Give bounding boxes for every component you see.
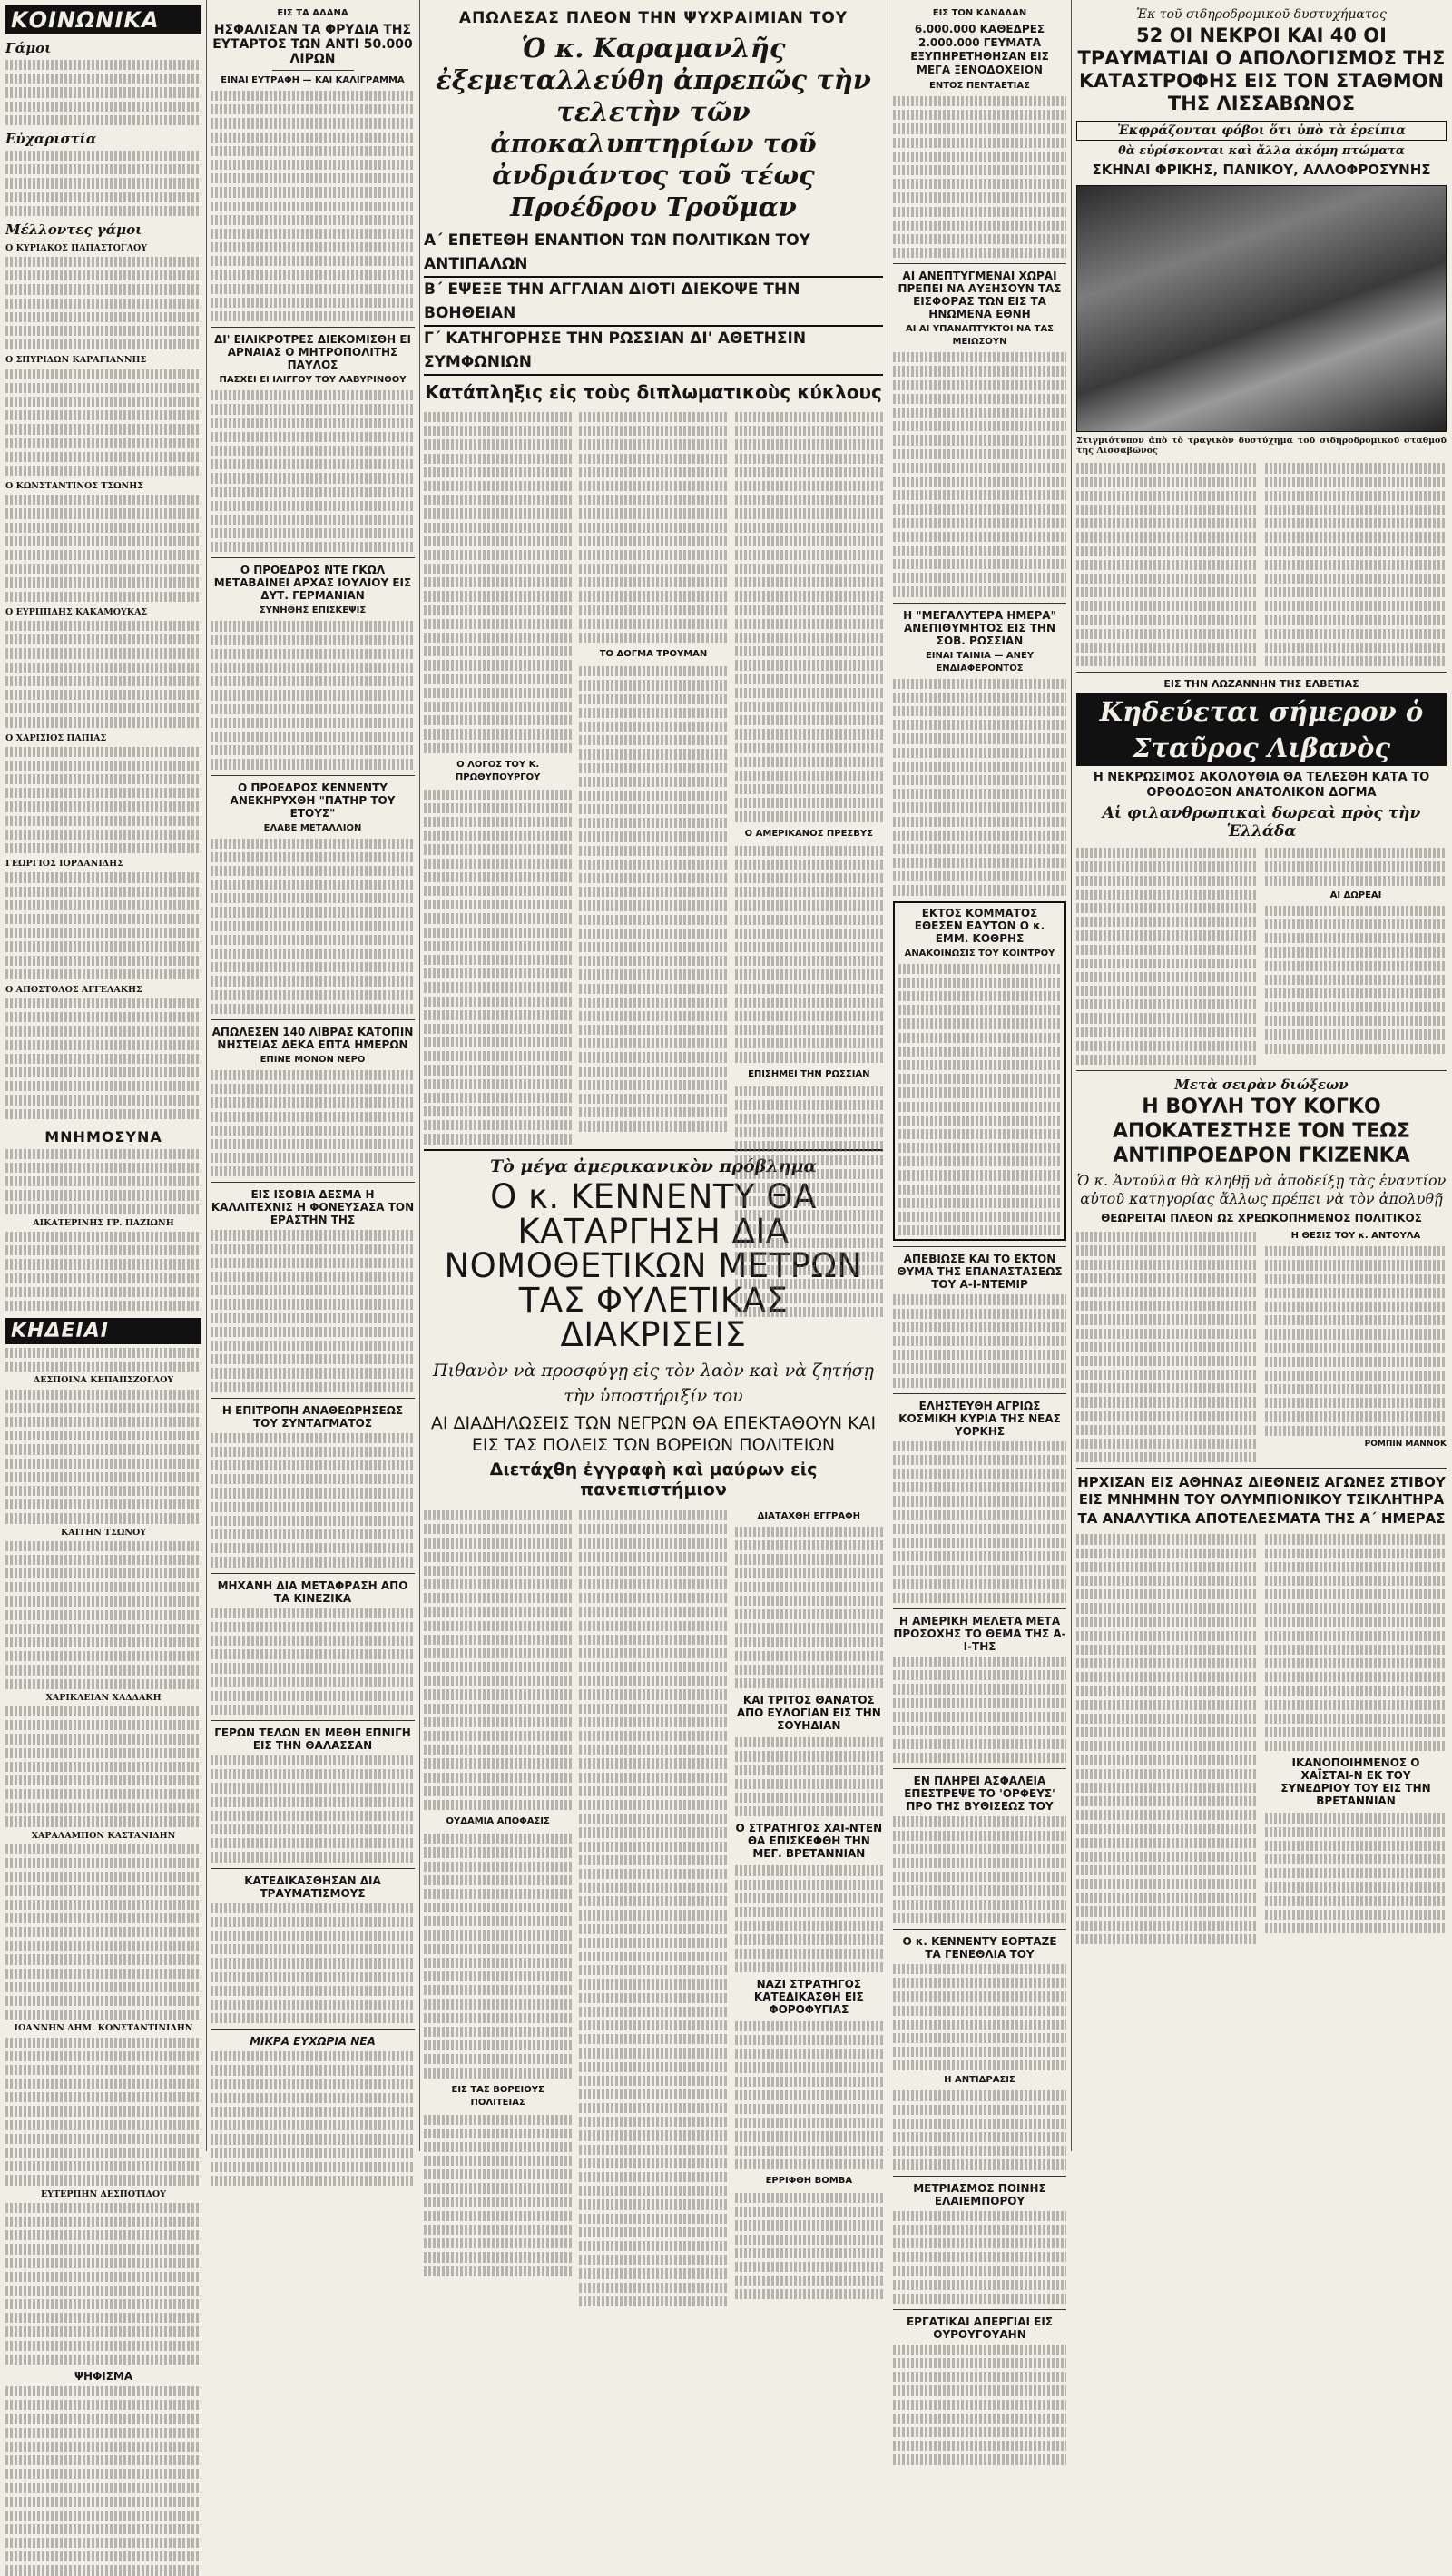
inner-heading: ΕΠΙΣΗΜΕΙ ΤΗΝ ΡΩΣΣΙΑΝ (748, 1068, 870, 1079)
headline: Η ΑΜΕΡΙΚΗ ΜΕΛΕΤΑ ΜΕΤΑ ΠΡΟΣΟΧΗΣ ΤΟ ΘΕΜΑ ΤΗΣ Α-Ι-ΤΗΣ (893, 1614, 1066, 1653)
text-block (5, 1232, 201, 1311)
text-block (424, 408, 572, 1144)
section-title: ΜΝΗΜΟΣΥΝΑ (44, 1127, 162, 1145)
text-block (1265, 1530, 1447, 1944)
text-block (893, 2211, 1066, 2304)
notice-name: Ο ΑΠΟΣΤΟΛΟΣ ΑΓΓΕΛΑΚΗΣ (5, 984, 142, 995)
inner-heading: Ο ΛΟΓΟΣ ΤΟΥ Κ. ΠΡΩΘΥΠΟΥΡΓΟΥ (455, 759, 541, 782)
headline: ΑΙ ΑΝΕΠΤΥΓΜΕΝΑΙ ΧΩΡΑΙ ΠΡΕΠΕΙ ΝΑ ΑΥΞΗΣΟΥΝ ΤΑΣ ΕΙΣΦΟΡΑΣ ΤΩΝ ΕΙΣ ΤΑ ΗΝΩΜΕΝΑ ΕΘΝΗ (898, 270, 1062, 321)
subheadline: ΑΙ ΔΙΑΔΗΛΩΣΕΙΣ ΤΩΝ ΝΕΓΡΩΝ ΘΑ ΕΠΕΚΤΑΘΟΥΝ ΚΑΙ ΕΙΣ ΤΑΣ ΠΟΛΕΙΣ ΤΩΝ ΒΟΡΕΙΩΝ ΠΟΛΙΤΕΙΩΝ (430, 1413, 877, 1455)
subheadline: Η ΝΕΚΡΩΣΙΜΟΣ ΑΚΟΛΟΥΘΙΑ ΘΑ ΤΕΛΕΣΘΗ ΚΑΤΑ ΤΟ ΟΡΘΟΔΟΞΟΝ ΑΝΑΤΟΛΙΚΟΝ ΔΟΓΜΑ (1093, 771, 1430, 801)
notice-name: Ο ΚΥΡΙΑΚΟΣ ΠΑΠΑΣΤΟΓΛΟΥ (5, 242, 148, 253)
section-title: Μέλλοντες γάμοι (5, 221, 142, 238)
kicker: Ἐκ τοῦ σιδηροδρομικοῦ δυστυχήματος (1136, 7, 1387, 22)
inner-heading: Η ΑΝΤΙΔΡΑΣΙΣ (944, 2075, 1015, 2086)
notice-name: ΔΕΣΠΟΙΝΑ ΚΕΠΑΠΣΖΟΓΛΟΥ (33, 1375, 174, 1386)
text-block (579, 408, 727, 1144)
text-block (1265, 844, 1447, 1065)
notice-name: Ο ΧΑΡΙΣΙΟΣ ΠΑΠΙΑΣ (5, 732, 107, 743)
text-block (5, 1706, 201, 1827)
text-block (1076, 844, 1258, 1065)
text-block (893, 96, 1066, 258)
notice-name: ΧΑΡΙΚΛΕΙΑΝ ΧΑΔΔΑΚΗ (45, 1692, 162, 1703)
headline: ΜΙΚΡΑ ΕΥΧΩΡΙΑ ΝΕΑ (250, 2035, 376, 2049)
signature: ΡΟΜΠΙΝ ΜΑΝΝΟΚ (1364, 1439, 1447, 1449)
subheadline: ΕΠΙΝΕ ΜΟΝΟΝ ΝΕΡΟ (260, 1054, 366, 1065)
column-rule (206, 0, 207, 2151)
inner-heading: Ο ΣΤΡΑΤΗΓΟΣ ΧΑΙ-ΝΤΕΝ ΘΑ ΕΠΙΣΚΕΦΘΗ ΤΗΝ ΜΕΓ. ΒΡΕΤΑΝΝΙΑΝ (735, 1822, 883, 1861)
point: Γ΄ ΚΑΤΗΓΟΡΗΣΕ ΤΗΝ ΡΩΣΣΙΑΝ ΔΙ' ΑΘΕΤΗΣΙΝ ΣΥΜΦΩΝΙΩΝ (424, 327, 883, 376)
kicker: Μετὰ σειρὰν διώξεων (1174, 1077, 1349, 1094)
text-block (424, 1507, 572, 2306)
subheadline: Ἐκφράζονται φόβοι ὅτι ὑπὸ τὰ ἐρείπια (1076, 121, 1447, 141)
kicker: ΑΠΩΛΕΣΑΣ ΠΛΕΟΝ ΤΗΝ ΨΥΧΡΑΙΜΙΑΝ ΤΟΥ (458, 9, 849, 27)
text-block (735, 408, 883, 1144)
column-lisbon-news (1076, 0, 1447, 2151)
headline: 6.000.000 ΚΑΘΕΔΡΕΣ 2.000.000 ΓΕΥΜΑΤΑ ΕΞΥΠΗΡΕΤΗΘΗΣΑΝ ΕΙΣ ΜΕΓΑ ΞΕΝΟΔΟΧΕΙΟΝ (910, 23, 1049, 76)
section-title: Εὐχαριστία (5, 130, 97, 147)
headline: Η ΒΟΥΛΗ ΤΟΥ ΚΟΓΚΟ ΑΠΟΚΑΤΕΣΤΗΣΕ ΤΟΝ ΤΕΩΣ ΑΝΤΙΠΡΟΕΔΡΟΝ ΓΚΙΖΕΝΚΑ (1113, 1096, 1410, 1168)
text-block (893, 1441, 1066, 1603)
inner-heading: ΟΥΔΑΜΙΑ ΑΠΟΦΑΣΙΣ (446, 1816, 550, 1827)
subheadline: ΕΝΤΟΣ ΠΕΝΤΑΕΤΙΑΣ (929, 81, 1030, 91)
text-block (893, 352, 1066, 596)
subheadline: θὰ εὑρίσκονται καὶ ἄλλα ἀκόμη πτώματα (1118, 144, 1405, 158)
notice-name: ΓΕΩΡΓΙΟΣ ΙΟΡΔΑΝΙΔΗΣ (5, 859, 123, 870)
notice-name: ΧΑΡΑΛΑΜΠΟΝ ΚΑΣΤΑΝΙΔΗΝ (31, 1830, 176, 1841)
text-block (211, 390, 415, 552)
column-main-story (424, 0, 883, 2186)
subheadline: ΑΙ ΑΙ ΥΠΑΝΑΠΤΥΚΤΟΙ ΝΑ ΤΑΣ ΜΕΙΩΣΟΥΝ (905, 324, 1055, 348)
text-block (893, 2345, 1066, 2465)
text-block (1076, 1530, 1258, 1944)
headline: ΕΡΓΑΤΙΚΑΙ ΑΠΕΡΓΙΑΙ ΕΙΣ ΟΥΡΟΥΓΟΥΑΗΝ (906, 2315, 1054, 2341)
point: Α΄ ΕΠΕΤΕΘΗ ΕΝΑΝΤΙΟΝ ΤΩΝ ΠΟΛΙΤΙΚΩΝ ΤΟΥ ΑΝΤΙΠΑΛΩΝ (424, 229, 883, 278)
headline: ΗΣΦΑΛΙΣΑΝ ΤΑ ΦΡΥΔΙΑ ΤΗΣ ΕΥΤΑΡΤΟΣ ΤΩΝ ΑΝΤΙ 50.000 ΛΙΡΩΝ (212, 23, 413, 66)
headline: ΗΡΧΙΣΑΝ ΕΙΣ ΑΘΗΝΑΣ ΔΙΕΘΝΕΙΣ ΑΓΩΝΕΣ ΣΤΙΒΟΥ ΕΙΣ ΜΝΗΜΗΝ ΤΟΥ ΟΛΥΜΠΙΟΝΙΚΟΥ ΤΣΙΚΛΗΤΗΡΑ (1077, 1474, 1446, 1509)
subheadline: ΣΚΗΝΑΙ ΦΡΙΚΗΣ, ΠΑΝΙΚΟΥ, ΑΛΛΟΦΡΟΣΥΝΗΣ (1092, 162, 1431, 178)
text-block (5, 1541, 201, 1689)
column-rule (419, 0, 420, 2151)
subheadline: ΕΙΝΑΙ ΤΑΙΝΙΑ — ΑΝΕΥ ΕΝΔΙΑΦΕΡΟΝΤΟΣ (925, 650, 1035, 673)
text-block (5, 1390, 201, 1524)
headline: ΜΕΤΡΙΑΣΜΟΣ ΠΟΙΝΗΣ ΕΛΑΙΕΜΠΟΡΟΥ (913, 2181, 1046, 2207)
text-block (211, 1755, 415, 1863)
column-world-news (893, 0, 1066, 2341)
text-block (5, 747, 201, 854)
text-block (211, 839, 415, 1014)
point: Β΄ ΕΨΕΞΕ ΤΗΝ ΑΓΓΛΙΑΝ ΔΙΟΤΙ ΔΙΕΚΟΨΕ ΤΗΝ ΒΟΗΘΕΙΑΝ (424, 278, 883, 327)
headline: Ο ΠΡΟΕΔΡΟΣ ΝΤΕ ΓΚΩΛ ΜΕΤΑΒΑΙΝΕΙ ΑΡΧΑΣ ΙΟΥΛΙΟΥ ΕΙΣ ΔΥΤ. ΓΕΡΜΑΝΙΑΝ (213, 564, 412, 603)
column-social (5, 0, 201, 2384)
text-block (211, 1070, 415, 1177)
inner-heading: Ο ΑΜΕΡΙΚΑΝΟΣ ΠΡΕΣΒΥΣ (744, 828, 873, 839)
text-block (1076, 1228, 1258, 1462)
text-block (735, 1507, 883, 2306)
subheadline: ΕΙΝΑΙ ΕΥΤΡΑΦΗ — ΚΑΙ ΚΑΛΙΓΡΑΜΜΑ (221, 75, 405, 85)
headline: ΚΑΤΕΔΙΚΑΣΘΗΣΑΝ ΔΙΑ ΤΡΑΥΜΑΤΙΣΜΟΥΣ (244, 1873, 381, 1900)
text-block (211, 1433, 415, 1568)
social-masthead: ΚΟΙΝΩΝΙΚΑ (5, 5, 201, 34)
subheadline: Διετάχθη ἐγγραφὴ καὶ μαύρων εἰς πανεπιστήμιον (489, 1460, 818, 1499)
topic: ΕΙΣ ΤΟΝ ΚΑΝΑΔΑΝ (932, 8, 1027, 18)
headline: ΑΠΩΛΕΣΕΝ 140 ΛΙΒΡΑΣ ΚΑΤΟΠΙΝ ΝΗΣΤΕΙΑΣ ΔΕΚΑ ΕΠΤΑ ΗΜΕΡΩΝ (211, 1025, 414, 1051)
subheadline: ΣΥΝΗΘΗΣ ΕΠΙΣΚΕΨΙΣ (259, 605, 367, 616)
notice-name: Ο ΕΥΡΙΠΙΔΗΣ ΚΑΚΑΜΟΥΚΑΣ (5, 606, 148, 617)
subheadline: ΕΛΑΒΕ ΜΕΤΑΛΛΙΟΝ (263, 822, 362, 833)
text-block (898, 964, 1061, 1236)
topic: ΕΙΣ ΤΑ ΑΔΑΝΑ (277, 8, 348, 18)
text-block (5, 151, 201, 216)
train-wreck-photo (1076, 185, 1447, 432)
text-block (893, 2090, 1066, 2169)
headline: ΕΚΤΟΣ ΚΟΜΜΑΤΟΣ ΕΘΕΣΕΝ ΕΑΥΤΟΝ Ο κ. ΕΜΜ. ΚΟΘΡΗΣ (914, 906, 1045, 945)
headline: ΑΠΕΒΙΩΣΕ ΚΑΙ ΤΟ ΕΚΤΟΝ ΘΥΜΑ ΤΗΣ ΕΠΑΝΑΣΤΑΣΕΩΣ ΤΟΥ Α-Ι-ΝΤΕΜΙΡ (897, 1253, 1063, 1292)
headline: ΓΕΡΩΝ ΤΕΛΩΝ ΕΝ ΜΕΘΗ ΕΠΝΙΓΗ ΕΙΣ ΤΗΝ ΘΑΛΑΣΣΑΝ (214, 1726, 411, 1753)
subheadline: Πιθανὸν νὰ προσφύγῃ εἰς τὸν λαὸν καὶ νὰ ζητήσῃ τὴν ὑποστήριξίν του (433, 1361, 874, 1406)
text-block (211, 1903, 415, 2024)
kennedy-headline: Ο κ. ΚΕΝΝΕΝΤΥ ΘΑ ΚΑΤΑΡΓΗΣΗ ΔΙΑ ΝΟΜΟΘΕΤΙΚΩΝ ΜΕΤΡΩΝ ΤΑΣ ΦΥΛΕΤΙΚΑΣ ΔΙΑΚΡΙΣΕΙΣ (444, 1177, 863, 1354)
text-block (1076, 459, 1258, 666)
text-block (5, 1844, 201, 2020)
inner-heading: ΕΙΣ ΤΑΣ ΒΟΡΕΙΟΥΣ ΠΟΛΙΤΕΙΑΣ (451, 2084, 544, 2108)
column-rule (1071, 0, 1072, 2151)
text-block (1265, 1228, 1447, 1462)
headline: Ο ΠΡΟΕΔΡΟΣ ΚΕΝΝΕΝΤΥ ΑΝΕΚΗΡΥΧΘΗ "ΠΑΤΗΡ ΤΟΥ ΕΤΟΥΣ" (230, 781, 396, 820)
inner-heading: ΝΑΖΙ ΣΤΡΑΤΗΓΟΣ ΚΑΤΕΔΙΚΑΣΘΗ ΕΙΣ ΦΟΡΟΦΥΓΙΑΣ (753, 1977, 864, 2016)
subheadline: Κατάπληξις εἰς τοὺς διπλωματικοὺς κύκλους (425, 381, 882, 403)
column-news-short (211, 0, 415, 2151)
inner-heading: ΔΙΑΤΑΧΘΗ ΕΓΓΡΑΦΗ (757, 1511, 860, 1521)
text-block (5, 60, 201, 125)
kicker: ΕΙΣ ΤΗΝ ΛΩΖΑΝΝΗΝ ΤΗΣ ΕΛΒΕΤΙΑΣ (1163, 678, 1359, 691)
text-block (5, 1348, 201, 1372)
subheadline: ΤΑ ΑΝΑΛΥΤΙΚΑ ΑΠΟΤΕΛΕΣΜΑΤΑ ΤΗΣ Α΄ ΗΜΕΡΑΣ (1077, 1510, 1446, 1528)
text-block (579, 1507, 727, 2306)
text-block (5, 998, 201, 1119)
headline: ΙΚΑΝΟΠΟΙΗΜΕΝΟΣ Ο ΧΑΪΣΤΑΙ-Ν ΕΚ ΤΟΥ ΣΥΝΕΔΡΙΟΥ ΤΟΥ ΕΙΣ ΤΗΝ ΒΡΕΤΑΝΝΙΑΝ (1280, 1756, 1431, 1808)
text-block (5, 2386, 201, 2576)
section-title: ΨΗΦΙΣΜΑ (74, 2370, 133, 2384)
notice-name: Ο ΚΩΝΣΤΑΝΤΙΝΟΣ ΤΣΩΝΗΣ (5, 481, 143, 492)
notice-name: ΑΙΚΑΤΕΡΙΝΗΣ ΓΡ. ΠΑΖΙΩΝΗ (33, 1217, 174, 1228)
inner-heading: ΕΡΡΙΦΘΗ ΒΟΜΒΑ (765, 2175, 853, 2186)
inner-heading: ΚΑΙ ΤΡΙΤΟΣ ΘΑΝΑΤΟΣ ΑΠΟ ΕΥΛΟΓΙΑΝ ΕΙΣ ΤΗΝ ΣΟΥΗΔΙΑΝ (736, 1694, 881, 1733)
text-block (5, 872, 201, 979)
headline: 52 ΟΙ ΝΕΚΡΟΙ ΚΑΙ 40 ΟΙ ΤΡΑΥΜΑΤΙΑΙ Ο ΑΠΟΛΟΓΙΣΜΟΣ ΤΗΣ ΚΑΤΑΣΤΡΟΦΗΣ ΕΙΣ ΤΟΝ ΣΤΑΘΜΟΝ ΤΗΣ ΛΙΣΣΑΒΩΝΟΣ (1077, 25, 1446, 114)
text-block (893, 679, 1066, 896)
text-block (5, 495, 201, 602)
text-block (5, 621, 201, 728)
headline: Κηδεύεται σήμερον ὁ Σταῦρος Λιβανὸς (1076, 693, 1447, 766)
text-block (211, 1230, 415, 1391)
main-headline: Ὁ κ. Καραμανλῆς ἐξεμεταλλεύθη ἀπρεπῶς τὴν τελετὴν τῶν ἀποκαλυπτηρίων τοῦ ἀνδριάντος τοῦ τέως Προέδρου Τροῦμαν (436, 33, 871, 222)
text-block (211, 1608, 415, 1716)
subheadline: ΘΕΩΡΕΙΤΑΙ ΠΛΕΟΝ ΩΣ ΧΡΕΩΚΟΠΗΜΕΝΟΣ ΠΟΛΙΤΙΚΟΣ (1101, 1212, 1422, 1225)
headline: Η "ΜΕΓΑΛΥΤΕΡΑ ΗΜΕΡΑ" ΑΝΕΠΙΘΥΜΗΤΟΣ ΕΙΣ ΤΗΝ ΣΟΒ. ΡΩΣΣΙΑΝ (903, 608, 1056, 647)
text-block (1265, 459, 1447, 666)
notice-name: ΙΩΑΝΝΗΝ ΔΗΜ. ΚΩΝΣΤΑΝΤΙΝΙΔΗΝ (14, 2023, 193, 2034)
headline: Η ΕΠΙΤΡΟΠΗ ΑΝΑΘΕΩΡΗΣΕΩΣ ΤΟΥ ΣΥΝΤΑΓΜΑΤΟΣ (221, 1403, 404, 1430)
notice-name: ΕΥΤΕΡΠΗΝ ΔΕΣΠΟΤΙΔΟΥ (41, 2188, 166, 2199)
headline: ΔΙ' ΕΙΛΙΚΡΟΤΡΕΣ ΔΙΕΚΟΜΙΣΘΗ ΕΙ ΑΡΝΑΙΑΣ Ο ΜΗΤΡΟΠΟΛΙΤΗΣ ΠΑΥΛΟΣ (213, 333, 411, 372)
text-block (5, 2203, 201, 2365)
inner-heading: ΑΙ ΔΩΡΕΑΙ (1329, 890, 1382, 900)
boxed-story (893, 901, 1066, 1242)
section-title: Γάμοι (5, 40, 52, 56)
text-block (211, 621, 415, 769)
text-block (5, 2038, 201, 2186)
headline: ΕΝ ΠΛΗΡΕΙ ΑΣΦΑΛΕΙΑ ΕΠΕΣΤΡΕΨΕ ΤΟ 'ΟΡΦΕΥΣ' ΠΡΟ ΤΗΣ ΒΥΘΙΣΕΩΣ ΤΟΥ (904, 1775, 1055, 1814)
text-block (5, 369, 201, 477)
inner-heading: Η ΘΕΣΙΣ ΤΟΥ κ. ΑΝΤΟΥΛΑ (1290, 1231, 1421, 1242)
text-block (211, 91, 415, 321)
headline: ΕΙΣ ΙΣΟΒΙΑ ΔΕΣΜΑ Η ΚΑΛΛΙΤΕΧΝΙΣ Η ΦΟΝΕΥΣΑΣΑ ΤΟΝ ΕΡΑΣΤΗΝ ΤΗΣ (211, 1188, 415, 1227)
subheadline: ΠΑΣΧΕΙ ΕΙ ΙΛΙΓΓΟΥ ΤΟΥ ΛΑΒΥΡΙΝΘΟΥ (219, 375, 407, 386)
photo-caption: Στιγμιότυπον ἀπὸ τὸ τραγικὸν δυστύχημα τοῦ σιδηροδρομικοῦ σταθμοῦ τῆς Λισσαβῶνος (1076, 436, 1447, 457)
notice-name: Ο ΣΠΥΡΙΔΩΝ ΚΑΡΑΓΙΑΝΝΗΣ (5, 355, 147, 366)
subheadline: ΑΝΑΚΟΙΝΩΣΙΣ ΤΟΥ ΚΟΙΝΤΡΟΥ (904, 948, 1055, 959)
headline: Ο κ. ΚΕΝΝΕΝΤΥ ΕΟΡΤΑΖΕ ΤΑ ΓΕΝΕΘΛΙΑ ΤΟΥ (902, 1934, 1057, 1961)
funerals-masthead: ΚΗΔΕΙΑΙ (5, 1318, 201, 1344)
text-block (211, 2051, 415, 2186)
headline: ΜΗΧΑΝΗ ΔΙΑ ΜΕΤΑΦΡΑΣΗ ΑΠΟ ΤΑ ΚΙΝΕΖΙΚΑ (217, 1578, 408, 1605)
subheadline: Αἱ φιλανθρωπικαὶ δωρεαὶ πρὸς τὴν Ἑλλάδα (1102, 804, 1421, 841)
kicker: Τὸ μέγα ἀμερικανικὸν πρόβλημα (489, 1156, 818, 1176)
text-block (5, 257, 201, 349)
subheadline: Ὁ κ. Ἀντούλα θὰ κληθῇ νὰ ἀποδείξῃ τὰς ἐναντίον αὐτοῦ κατηγορίας ἄλλως πρέπει νὰ τὸν ἀπολυθῇ (1076, 1172, 1447, 1208)
notice-name: ΚΑΙΤΗΝ ΤΣΩΝΟΥ (60, 1527, 147, 1538)
inner-heading: ΤΟ ΔΟΓΜΑ ΤΡΟΥΜΑΝ (599, 649, 708, 660)
text-block (893, 1657, 1066, 1764)
text-block (893, 1964, 1066, 2071)
text-block (893, 1294, 1066, 1387)
text-block (5, 1149, 201, 1214)
headline: ΕΛΗΣΤΕΥΘΗ ΑΓΡΙΩΣ ΚΟΣΜΙΚΗ ΚΥΡΙΑ ΤΗΣ ΝΕΑΣ ΥΟΡΚΗΣ (898, 1399, 1061, 1438)
text-block (893, 1816, 1066, 1923)
